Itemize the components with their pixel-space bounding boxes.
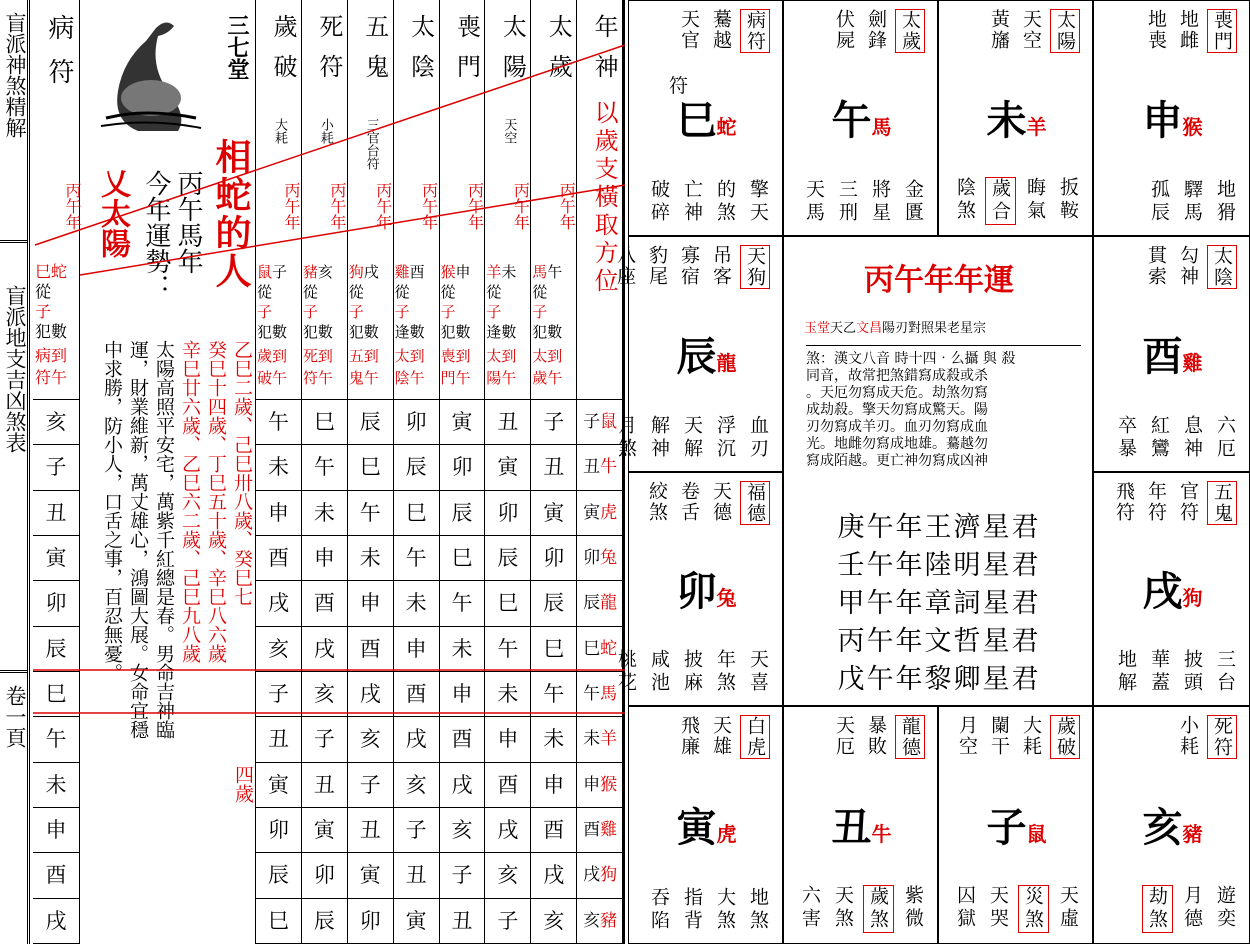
palace-bottom-star: 紫微 bbox=[902, 885, 924, 931]
publisher-name: 三七堂 bbox=[224, 14, 250, 80]
table-cell: 酉 bbox=[302, 581, 348, 626]
palace-branch: 酉雞 bbox=[1142, 333, 1203, 380]
fortune-text-3: 中求勝，防小人，口舌之事，百忍無憂。 bbox=[101, 340, 123, 682]
palace-star: 伏屍 bbox=[833, 9, 855, 51]
header-zodiac: 馬午從 子 犯數 bbox=[532, 263, 563, 341]
table-cell: 子 bbox=[302, 717, 348, 762]
palace-star: 卷舌 bbox=[678, 481, 700, 523]
headline: 相蛇的人 bbox=[210, 138, 252, 290]
table-cell: 午 bbox=[531, 672, 577, 717]
left-branch-cell: 戌 bbox=[33, 899, 79, 944]
palace-star: 勾神 bbox=[1177, 245, 1199, 287]
star-lord: 庚午年王濟星君 bbox=[837, 512, 1041, 543]
header-zodiac: 雞酉從 子 逢數 bbox=[394, 263, 425, 341]
palace-branch: 申猴 bbox=[1142, 97, 1203, 144]
palace-chou bbox=[783, 706, 938, 944]
palace-star: 飛廉 bbox=[678, 715, 700, 757]
table-cell: 子 bbox=[256, 672, 302, 717]
palace-zi bbox=[938, 706, 1093, 944]
table-cell: 戌 bbox=[302, 627, 348, 672]
year-title: 丙午馬年 bbox=[173, 170, 203, 274]
table-row-label: 寅虎 bbox=[577, 491, 623, 536]
palace-bottom-star: 驛馬 bbox=[1181, 179, 1203, 225]
palace-bottom-star: 晦氣 bbox=[1024, 177, 1046, 223]
palace-branch: 戌狗 bbox=[1142, 568, 1203, 615]
palace-bottom-star: 遊奕 bbox=[1214, 885, 1236, 931]
header-arrive: 太到陰午 bbox=[394, 347, 425, 387]
palace-bottom-star: 咸池 bbox=[648, 649, 670, 695]
header-arrive: 五到鬼午 bbox=[348, 347, 379, 387]
palace-star: 五鬼 bbox=[1207, 481, 1237, 525]
palace-bottom-star: 息神 bbox=[1181, 415, 1203, 461]
right-page bbox=[614, 0, 1250, 944]
table-row-label: 戌狗 bbox=[577, 853, 623, 898]
center-panel bbox=[783, 236, 1093, 706]
table-cell: 辰 bbox=[348, 400, 394, 445]
table-cell: 亥 bbox=[348, 717, 394, 762]
ages-2: 癸巳十四歲、丁巳五十歲、辛巳八六歲 bbox=[205, 340, 227, 663]
header-year: 丙午年 bbox=[557, 182, 577, 230]
palace-star: 喪門 bbox=[1207, 9, 1237, 53]
col-bingfu-zodiac: 巳蛇從 子 犯數 bbox=[35, 262, 68, 341]
palace-bottom-star: 三刑 bbox=[836, 179, 858, 225]
palace-branch: 午馬 bbox=[831, 97, 892, 144]
table-cell: 未 bbox=[485, 672, 531, 717]
table-cell: 戌 bbox=[256, 581, 302, 626]
palace-bottom-star: 解神 bbox=[648, 415, 670, 461]
palace-bottom-star: 金匱 bbox=[902, 179, 924, 225]
table-cell: 丑 bbox=[256, 717, 302, 762]
palace-star: 月空 bbox=[956, 715, 978, 757]
palace-star: 天空 bbox=[1020, 9, 1042, 51]
header-year: 丙午年 bbox=[511, 182, 531, 230]
palace-bottom-star: 的煞 bbox=[714, 179, 736, 225]
table-cell: 丑 bbox=[531, 445, 577, 490]
table-cell: 寅 bbox=[440, 400, 486, 445]
table-cell: 申 bbox=[256, 491, 302, 536]
palace-branch: 辰龍 bbox=[676, 333, 737, 380]
palace-bottom-star: 天哭 bbox=[987, 885, 1009, 931]
table-cell: 丑 bbox=[440, 899, 486, 944]
header-sub: 三官台符 bbox=[363, 118, 379, 170]
note-line: 刃勿寫成羊刃。血刃勿寫成血 bbox=[806, 419, 988, 435]
ages-3: 辛巳廿六歲、乙巳六二歲、己巳九八歲 bbox=[179, 340, 201, 663]
palace-bottom-star: 天馬 bbox=[803, 179, 825, 225]
palace-bottom-star: 孤辰 bbox=[1148, 179, 1170, 225]
palace-bottom-star: 月德 bbox=[1181, 885, 1203, 931]
palace-bottom-star: 桃花 bbox=[615, 649, 637, 695]
left-branch-cell: 寅 bbox=[33, 536, 79, 581]
table-cell: 申 bbox=[531, 763, 577, 808]
table-cell: 午 bbox=[440, 581, 486, 626]
col-bingfu-year: 丙午年 bbox=[63, 182, 82, 230]
table-cell: 申 bbox=[394, 627, 440, 672]
table-cell: 酉 bbox=[256, 536, 302, 581]
table-cell: 丑 bbox=[348, 808, 394, 853]
palace-branch: 卯兔 bbox=[676, 568, 737, 615]
table-cell: 亥 bbox=[302, 672, 348, 717]
palace-star: 死符 bbox=[1207, 715, 1237, 759]
palace-branch: 未羊 bbox=[986, 97, 1047, 144]
table-cell: 子 bbox=[348, 763, 394, 808]
center-title: 丙午年年運 bbox=[864, 263, 1014, 298]
table-cell: 卯 bbox=[440, 445, 486, 490]
table-cell: 午 bbox=[485, 627, 531, 672]
table-cell: 未 bbox=[302, 491, 348, 536]
palace-bottom-star: 六害 bbox=[799, 885, 821, 931]
palace-star: 太歲 bbox=[895, 9, 925, 53]
table-cell: 辰 bbox=[394, 445, 440, 490]
left-branch-cell: 亥 bbox=[33, 400, 79, 445]
table-cell: 午 bbox=[394, 536, 440, 581]
table-cell: 巳 bbox=[440, 536, 486, 581]
palace-xu bbox=[1093, 472, 1250, 706]
note-line: 光。地雌勿寫成地雄。驀越勿 bbox=[806, 436, 988, 452]
table-cell: 辰 bbox=[485, 536, 531, 581]
table-row-label: 酉雞 bbox=[577, 808, 623, 853]
table-cell: 未 bbox=[256, 445, 302, 490]
table-cell: 卯 bbox=[485, 491, 531, 536]
table-cell: 辰 bbox=[531, 581, 577, 626]
table-row-label: 子鼠 bbox=[577, 400, 623, 445]
table-cell: 子 bbox=[485, 899, 531, 944]
table-cell: 亥 bbox=[531, 899, 577, 944]
palace-star: 吊客 bbox=[710, 245, 732, 287]
palace-bottom-star: 囚獄 bbox=[954, 885, 976, 931]
note-block bbox=[806, 351, 1015, 470]
palace-star: 地雌 bbox=[1177, 9, 1199, 51]
header-name: 太陽 bbox=[498, 14, 527, 94]
table-cell: 寅 bbox=[302, 808, 348, 853]
x-taiyang: 乂太陽 bbox=[95, 168, 130, 258]
table-cell: 申 bbox=[440, 672, 486, 717]
palace-si bbox=[628, 0, 783, 236]
left-branch-cell: 午 bbox=[33, 717, 79, 762]
table-cell: 巳 bbox=[394, 491, 440, 536]
header-name: 太陰 bbox=[406, 14, 435, 94]
palace-star: 八座 bbox=[614, 245, 636, 287]
table-cell: 申 bbox=[348, 581, 394, 626]
table-cell: 寅 bbox=[256, 763, 302, 808]
palace-star: 天官 bbox=[678, 9, 700, 51]
table-cell: 辰 bbox=[302, 899, 348, 944]
note-line: 同音，故常把煞錯寫成殺或杀 bbox=[806, 368, 988, 384]
palace-bottom-star: 六厄 bbox=[1214, 415, 1236, 461]
col-bingfu-arrive: 病到符午 bbox=[35, 346, 68, 387]
palace-star: 天雄 bbox=[710, 715, 732, 757]
palace-wu bbox=[783, 0, 938, 236]
palace-bottom-star: 披麻 bbox=[681, 649, 703, 695]
left-branch-cell: 未 bbox=[33, 763, 79, 808]
palace-star: 飛符 bbox=[1113, 481, 1135, 523]
star-lord: 壬午年陸明星君 bbox=[837, 550, 1041, 581]
header-sub: 大耗 bbox=[272, 118, 287, 144]
table-cell: 酉 bbox=[440, 717, 486, 762]
header-name: 歲破 bbox=[269, 14, 297, 94]
table-cell: 丑 bbox=[302, 763, 348, 808]
palace-bottom-star: 地煞 bbox=[747, 887, 769, 933]
header-sub: 小耗 bbox=[317, 118, 333, 144]
palace-bottom-star: 災煞 bbox=[1018, 885, 1049, 933]
fortune-text-2: 運，財業維新，萬丈雄心，鴻圖大展。女命宜穩 bbox=[127, 340, 149, 739]
table-cell: 丑 bbox=[485, 400, 531, 445]
palace-bottom-star: 指背 bbox=[681, 887, 703, 933]
palace-bottom-star: 天虛 bbox=[1057, 885, 1079, 931]
palace-star: 劍鋒 bbox=[865, 9, 887, 51]
table-cell: 丑 bbox=[394, 853, 440, 898]
table-cell: 午 bbox=[302, 445, 348, 490]
palace-star: 暴敗 bbox=[865, 715, 887, 757]
palace-bottom-star: 歲煞 bbox=[863, 885, 894, 933]
table-row-label: 丑牛 bbox=[577, 445, 623, 490]
table-cell: 未 bbox=[348, 536, 394, 581]
palace-bottom-star: 歲合 bbox=[985, 177, 1016, 225]
table-cell: 申 bbox=[485, 717, 531, 762]
table-cell: 戌 bbox=[531, 853, 577, 898]
palace-bottom-star: 扳鞍 bbox=[1057, 177, 1079, 223]
palace-branch: 寅虎 bbox=[676, 804, 737, 851]
table-cell: 酉 bbox=[348, 627, 394, 672]
table-cell: 亥 bbox=[394, 763, 440, 808]
palace-bottom-star: 劫煞 bbox=[1142, 885, 1173, 933]
palace-bottom-star: 月煞 bbox=[615, 415, 637, 461]
palace-branch: 子鼠 bbox=[986, 804, 1047, 851]
fortune-text-1: 太陽高照平安宅，萬紫千紅總是春。男命吉神臨 bbox=[153, 340, 175, 739]
palace-star: 病符 bbox=[740, 9, 770, 53]
left-branch-cell: 酉 bbox=[33, 853, 79, 898]
table-cell: 戌 bbox=[440, 763, 486, 808]
note-line: 煞：漢文八音 時十四‧么攝 與 殺 bbox=[806, 351, 1016, 367]
table-row-label: 卯兔 bbox=[577, 536, 623, 581]
header-arrive: 死到符午 bbox=[302, 347, 333, 387]
table-cell: 子 bbox=[394, 808, 440, 853]
sidebar-title: 盲派神煞精解 bbox=[3, 12, 27, 138]
star-lord: 丙午年文哲星君 bbox=[837, 626, 1041, 657]
palace-star: 闌干 bbox=[988, 715, 1010, 757]
header-zodiac: 豬亥從 子 犯數 bbox=[302, 263, 333, 341]
palace-bottom-star: 血刃 bbox=[747, 415, 769, 461]
table-cell: 未 bbox=[531, 717, 577, 762]
table-cell: 巳 bbox=[485, 581, 531, 626]
table-cell: 巳 bbox=[302, 400, 348, 445]
ages-1: 乙巳二歲、己巳卅八歲、癸巳七 bbox=[231, 340, 253, 606]
header-zodiac: 狗戌從 子 犯數 bbox=[348, 263, 379, 341]
palace-star: 白虎 bbox=[740, 715, 770, 759]
header-name: 死符 bbox=[314, 14, 343, 94]
palace-branch: 亥豬 bbox=[1142, 804, 1203, 851]
table-cell: 未 bbox=[440, 627, 486, 672]
left-branch-cell: 丑 bbox=[33, 491, 79, 536]
palace-bottom-star: 天解 bbox=[681, 415, 703, 461]
header-sub: 天空 bbox=[501, 118, 517, 144]
table-cell: 卯 bbox=[394, 400, 440, 445]
palace-star: 福德 bbox=[740, 481, 770, 525]
header-year: 丙午年 bbox=[373, 182, 393, 230]
header-arrive: 太到陽午 bbox=[486, 347, 517, 387]
table-cell: 寅 bbox=[394, 899, 440, 944]
palace-bottom-star: 年煞 bbox=[714, 649, 736, 695]
palace-bottom-star: 破碎 bbox=[648, 179, 670, 225]
palace-bottom-star: 吞陷 bbox=[648, 887, 670, 933]
palace-star: 黃旛 bbox=[988, 9, 1010, 51]
table-cell: 辰 bbox=[440, 491, 486, 536]
palace-star: 地喪 bbox=[1145, 9, 1167, 51]
table-cell: 酉 bbox=[394, 672, 440, 717]
table-cell: 寅 bbox=[485, 445, 531, 490]
header-arrive: 太到歲午 bbox=[532, 347, 563, 387]
palace-you bbox=[1093, 236, 1250, 472]
palace-bottom-star: 三台 bbox=[1214, 649, 1236, 695]
palace-star: 官符 bbox=[1177, 481, 1199, 523]
header-year: 丙午年 bbox=[282, 182, 301, 230]
table-cell: 午 bbox=[256, 400, 302, 445]
palace-bottom-star: 華蓋 bbox=[1148, 649, 1170, 695]
palace-star: 龍德 bbox=[895, 715, 925, 759]
note-line: 成劫殺。擎天勿寫成驚天。陽 bbox=[806, 402, 988, 418]
table-cell: 戌 bbox=[348, 672, 394, 717]
left-branch-cell: 卯 bbox=[33, 581, 79, 626]
palace-shen bbox=[1093, 0, 1250, 236]
header-name: 喪門 bbox=[452, 14, 481, 94]
palace-wei bbox=[938, 0, 1093, 236]
palace-star: 小耗 bbox=[1177, 715, 1199, 757]
header-zodiac: 羊未從 子 逢數 bbox=[486, 263, 517, 341]
palace-star: 歲破 bbox=[1050, 715, 1080, 759]
table-cell: 酉 bbox=[485, 763, 531, 808]
palace-bottom-star: 地猾 bbox=[1214, 179, 1236, 225]
note-line: 寫成陌越。更亡神勿寫成凶神 bbox=[806, 453, 988, 469]
palace-star: 大耗 bbox=[1020, 715, 1042, 757]
table-cell: 未 bbox=[394, 581, 440, 626]
palace-bottom-star: 天喜 bbox=[747, 649, 769, 695]
table-cell: 卯 bbox=[531, 536, 577, 581]
table-cell: 午 bbox=[348, 491, 394, 536]
palace-yin bbox=[628, 706, 783, 944]
palace-bottom-star: 將星 bbox=[869, 179, 891, 225]
table-row-label: 午馬 bbox=[577, 672, 623, 717]
star-lord: 戊午年黎卿星君 bbox=[837, 664, 1041, 695]
palace-star: 天德 bbox=[710, 481, 732, 523]
header-year: 丙午年 bbox=[465, 182, 485, 230]
palace-bottom-star: 陰煞 bbox=[954, 177, 976, 223]
palace-bottom-star: 亡神 bbox=[681, 179, 703, 225]
table-cell: 巳 bbox=[531, 627, 577, 672]
note-line: 。天厄勿寫成天危。劫煞勿寫 bbox=[806, 385, 988, 401]
palace-branch: 丑牛 bbox=[831, 804, 892, 851]
palace-star: 太陽 bbox=[1050, 9, 1080, 53]
ages-4: 四歲 bbox=[232, 765, 254, 803]
left-branch-cell: 辰 bbox=[33, 627, 79, 672]
palace-bottom-star: 擎天 bbox=[747, 179, 769, 225]
header-note: 以歲支橫取方位 bbox=[590, 100, 619, 296]
palace-star: 天狗 bbox=[740, 245, 770, 289]
header-name: 太歲 bbox=[544, 14, 573, 94]
table-cell: 卯 bbox=[348, 899, 394, 944]
palace-star: 豹尾 bbox=[646, 245, 668, 287]
palace-bottom-star: 大煞 bbox=[714, 887, 736, 933]
palace-branch: 巳蛇 bbox=[676, 97, 737, 144]
header-arrive: 歲到破午 bbox=[257, 347, 288, 387]
palace-bottom-star: 浮沉 bbox=[714, 415, 736, 461]
table-cell: 酉 bbox=[531, 808, 577, 853]
left-branch-cell: 巳 bbox=[33, 672, 79, 717]
table-cell: 卯 bbox=[302, 853, 348, 898]
header-zodiac: 猴申從 子 犯數 bbox=[440, 263, 471, 341]
palace-bottom-star: 披頭 bbox=[1181, 649, 1203, 695]
table-row-label: 申猴 bbox=[577, 763, 623, 808]
header-name: 五鬼 bbox=[360, 14, 389, 94]
palace-mao bbox=[615, 472, 783, 706]
star-lords bbox=[784, 509, 1094, 699]
table-cell: 巳 bbox=[348, 445, 394, 490]
table-cell: 亥 bbox=[256, 627, 302, 672]
table-cell: 寅 bbox=[531, 491, 577, 536]
table-row-label: 辰龍 bbox=[577, 581, 623, 626]
table-cell: 卯 bbox=[256, 808, 302, 853]
left-branch-cell: 申 bbox=[33, 808, 79, 853]
palace-bottom-star: 紅鸞 bbox=[1148, 415, 1170, 461]
table-row-label: 亥豬 bbox=[577, 899, 623, 944]
table-cell: 戌 bbox=[485, 808, 531, 853]
palace-bottom-star: 卒暴 bbox=[1115, 415, 1137, 461]
palace-extra: 符 bbox=[669, 75, 689, 97]
center-stars: 玉堂天乙文昌陽刃對照果老星宗 bbox=[804, 321, 987, 336]
palace-star: 年符 bbox=[1145, 481, 1167, 523]
fortune-title: 今年運勢： bbox=[141, 170, 171, 300]
sidebar-page: 卷一頁 bbox=[3, 685, 27, 748]
palace-bottom-star: 天煞 bbox=[832, 885, 854, 931]
header-arrive: 喪到門午 bbox=[440, 347, 471, 387]
table-cell: 亥 bbox=[440, 808, 486, 853]
header-zodiac: 鼠子從 子 犯數 bbox=[257, 263, 288, 341]
col-bingfu-name: 病符 bbox=[44, 14, 74, 102]
table-row-label: 未羊 bbox=[577, 717, 623, 762]
sidebar-subtitle: 盲派地支吉凶煞表 bbox=[3, 285, 27, 453]
header-year: 丙午年 bbox=[327, 182, 347, 230]
palace-star: 天厄 bbox=[833, 715, 855, 757]
header-year: 丙午年 bbox=[419, 182, 439, 230]
table-cell: 戌 bbox=[394, 717, 440, 762]
table-cell: 亥 bbox=[485, 853, 531, 898]
table-cell: 辰 bbox=[256, 853, 302, 898]
palace-star: 驀越 bbox=[710, 9, 732, 51]
table-cell: 寅 bbox=[348, 853, 394, 898]
table-cell: 子 bbox=[531, 400, 577, 445]
star-lord: 甲午年章詞星君 bbox=[837, 588, 1041, 619]
header-name: 年神 bbox=[590, 14, 619, 94]
palace-chen bbox=[614, 236, 783, 472]
palace-bottom-star: 地解 bbox=[1115, 649, 1137, 695]
palace-star: 太陰 bbox=[1207, 245, 1237, 289]
left-branch-cell: 子 bbox=[33, 445, 79, 490]
table-cell: 申 bbox=[302, 536, 348, 581]
table-row-label: 巳蛇 bbox=[577, 627, 623, 672]
palace-hai bbox=[1093, 706, 1250, 944]
palace-star: 絞煞 bbox=[646, 481, 668, 523]
palace-star: 貫索 bbox=[1145, 245, 1167, 287]
palace-star: 寡宿 bbox=[678, 245, 700, 287]
table-cell: 子 bbox=[440, 853, 486, 898]
table-cell: 巳 bbox=[256, 899, 302, 944]
